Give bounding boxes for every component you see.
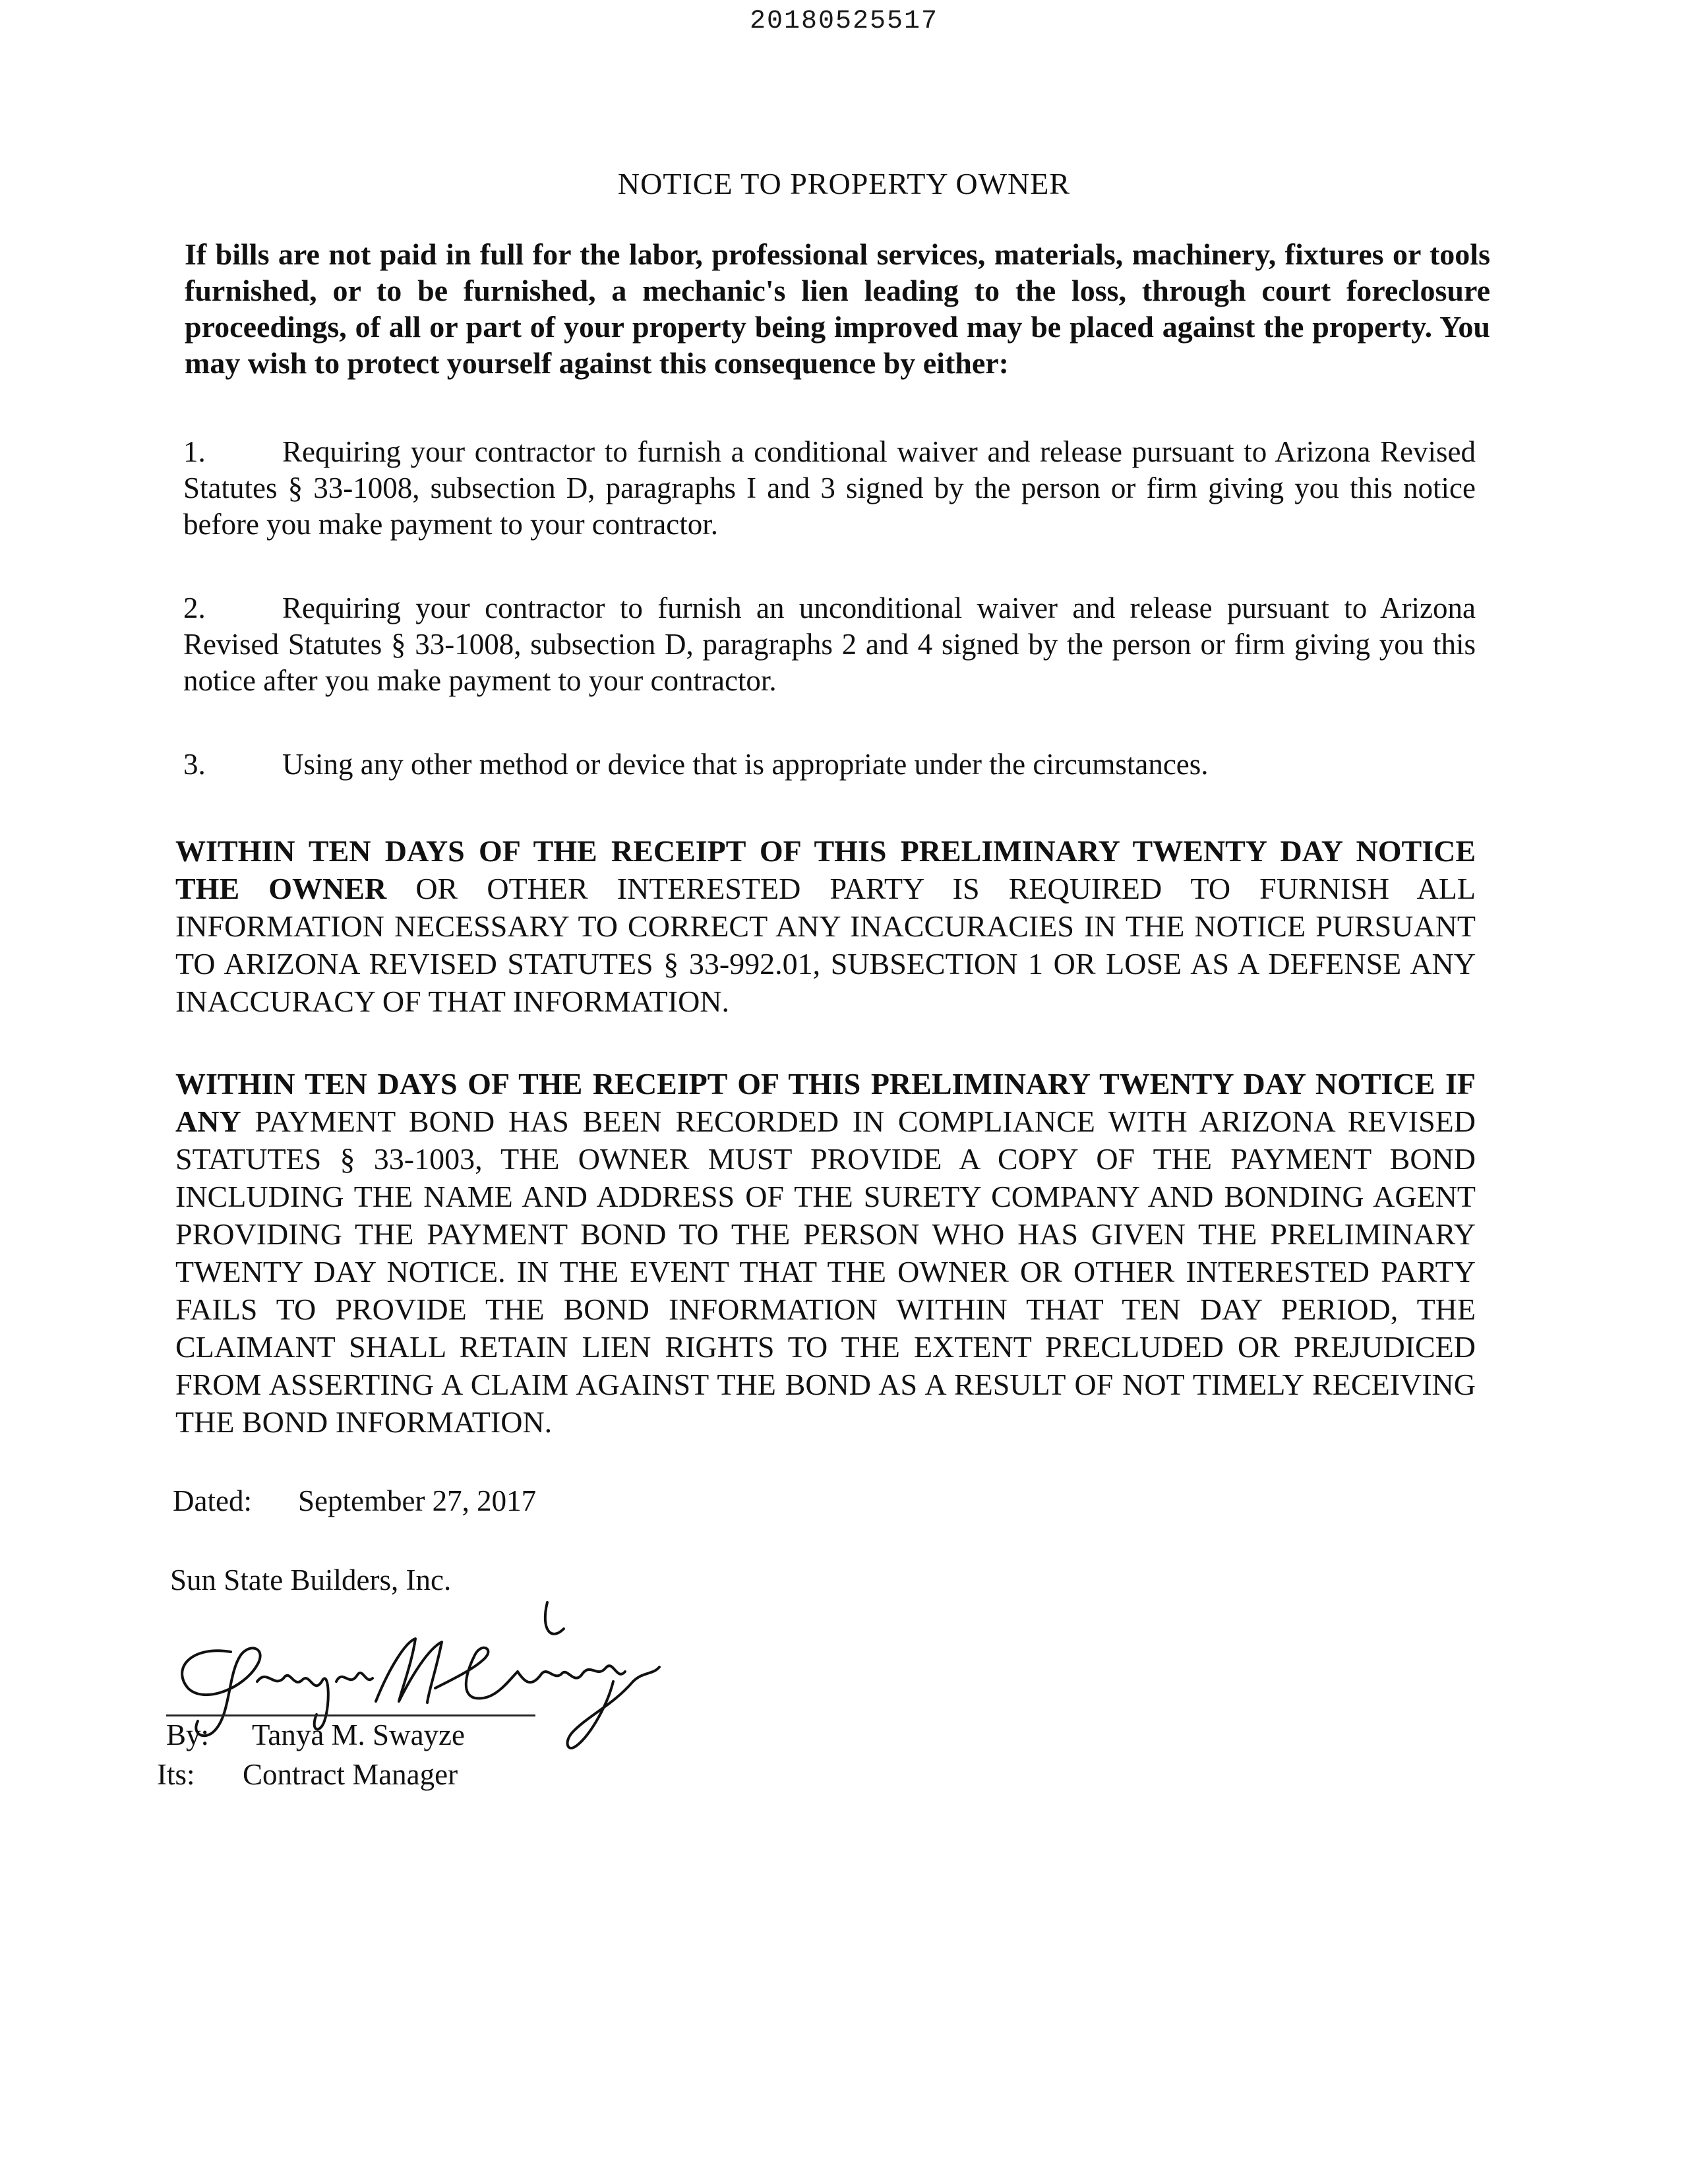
list-item-number: 3. [183, 748, 206, 781]
warning-paragraph: If bills are not paid in full for the labor, professional services, materials, machinery, fixtures or tools furnished, or to be furnished, a mechanic's lien leading to the loss, through court foreclosure proceedings, of all or part of your property being improved may be placed against the property. You may wish to protect yourself against this consequence by either: [185, 237, 1490, 380]
notice-paragraph-inaccuracies [175, 832, 1476, 1020]
dated-value: September 27, 2017 [298, 1484, 537, 1517]
signer-by-line [166, 1718, 465, 1752]
notice-bold-lead: WITHIN TEN DAYS OF THE RECEIPT OF THIS PRELIMINARY TWENTY DAY NOTICE THE OWNER [175, 834, 1476, 905]
list-item-text: Using any other method or device that is appropriate under the circumstances. [282, 748, 1209, 781]
its-label: Its: [157, 1758, 195, 1791]
list-item [183, 434, 1476, 543]
notice-paragraph-payment-bond [175, 1065, 1476, 1441]
by-label: By: [166, 1718, 210, 1751]
signature-line [166, 1714, 535, 1716]
company-name: Sun State Builders, Inc. [170, 1563, 452, 1596]
list-item-text: Requiring your contractor to furnish an unconditional waiver and release pursuant to Arizona Revised Statutes § 33-1008, subsection D, paragraphs 2 and 4 signed by the person or firm giving you this notice after you make payment to your contractor. [183, 592, 1476, 697]
signer-title: Contract Manager [243, 1758, 458, 1791]
list-item [183, 590, 1476, 699]
list-item-text: Requiring your contractor to furnish a conditional waiver and release pursuant to Arizona Revised Statutes § 33-1008, subsection D, paragraphs I and 3 signed by the person or firm giving you this notice before you make payment to your contractor. [183, 435, 1476, 541]
list-item-number: 1. [183, 435, 206, 468]
dated-line [173, 1484, 536, 1518]
notice-body: OR OTHER INTERESTED PARTY IS REQUIRED TO FURNISH ALL INFORMATION NECESSARY TO CORRECT ANY INACCURACIES IN THE NOTICE PURSUANT TO ARIZONA REVISED STATUTES § 33-992.01, SUBSECTION 1 OR LOSE AS A DEFENSE ANY INACCURACY OF THAT INFORMATION. [175, 872, 1476, 1018]
list-item-number: 2. [183, 592, 206, 624]
signer-title-line [157, 1757, 458, 1792]
page-title: NOTICE TO PROPERTY OWNER [617, 167, 1071, 200]
notice-bold-lead: WITHIN TEN DAYS OF THE RECEIPT OF THIS PRELIMINARY TWENTY DAY NOTICE IF ANY [175, 1067, 1476, 1138]
signer-name: Tanya M. Swayze [252, 1718, 465, 1751]
notice-body: PAYMENT BOND HAS BEEN RECORDED IN COMPLIANCE WITH ARIZONA REVISED STATUTES § 33-1003, THE OWNER MUST PROVIDE A COPY OF THE PAYMENT BOND INCLUDING THE NAME AND ADDRESS OF THE SURETY COMPANY AND BONDING AGENT PROVIDING THE PAYMENT BOND TO THE PERSON WHO HAS GIVEN THE PRELIMINARY TWENTY DAY NOTICE. IN THE EVENT THAT THE OWNER OR OTHER INTERESTED PARTY FAILS TO PROVIDE THE BOND INFORMATION WITHIN THAT TEN DAY PERIOD, THE CLAIMANT SHALL RETAIN LIEN RIGHTS TO THE EXTENT PRECLUDED OR PREJUDICED FROM ASSERTING A CLAIM AGAINST THE BOND AS A RESULT OF NOT TIMELY RECEIVING THE BOND INFORMATION. [175, 1105, 1476, 1439]
dated-label: Dated: [173, 1484, 252, 1517]
record-number: 20180525517 [749, 7, 939, 36]
list-item [183, 746, 1476, 783]
